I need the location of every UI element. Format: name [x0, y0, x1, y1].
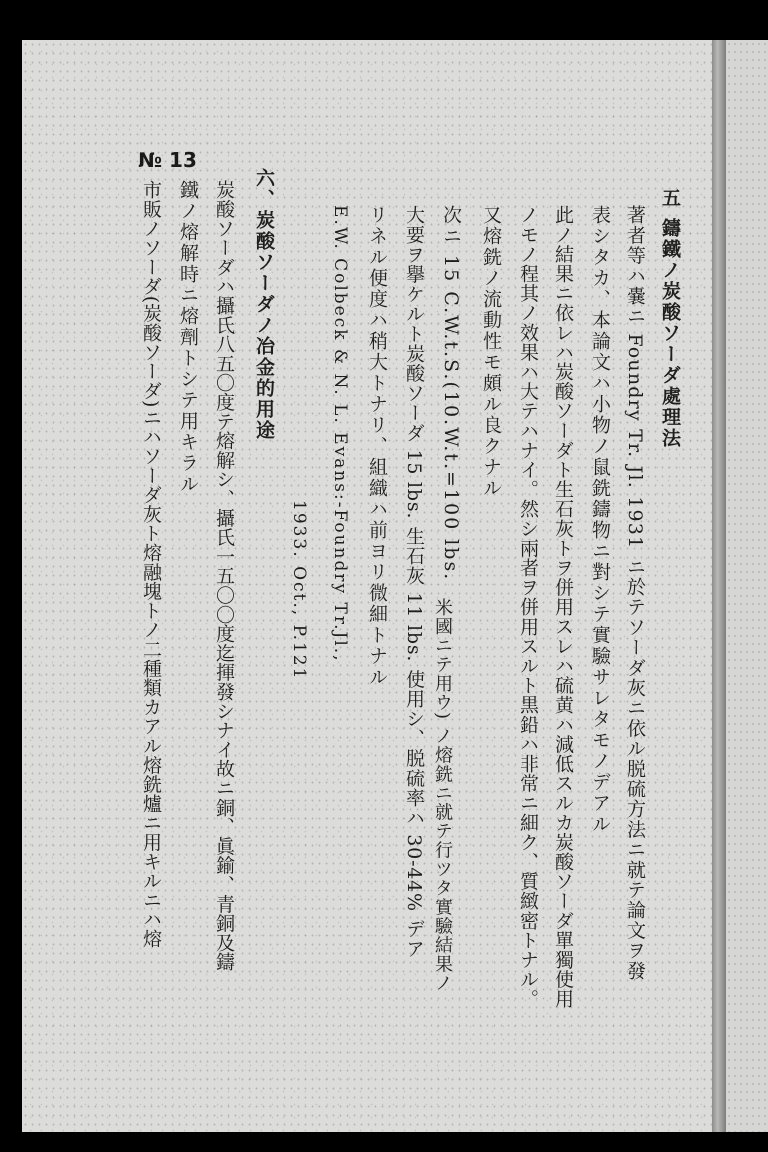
- text-column-7: 大要ヲ擧ケルト炭酸ソーダ 15 lbs. 生石灰 11 lbs. 使用シ、脱硫率ハ 30-44% デア: [403, 205, 425, 959]
- reference-date: 1933. Oct., P.121: [289, 500, 309, 681]
- reference-citation: E.W. Colbeck & N. L. Evans:-Foundry Tr.Jl.,: [330, 205, 350, 663]
- text-column-4: ノモノ程其ノ效果ハ大テハナイ。然シ兩者ヲ併用スルト黒鉛ハ非常ニ細ク、質緻密トナル。: [517, 205, 539, 1009]
- section-heading-6: 六、炭酸ソーダノ冶金的用途: [253, 168, 275, 441]
- text-column-6: 次ニ 15 C.W.t.S.(10.W.t.=100 lbs.: [440, 205, 462, 582]
- text-column-5: 又熔銑ノ流動性モ頗ル良クナル: [480, 205, 502, 499]
- text-column-11: 市販ノソーダ(炭酸ソーダ)ニハソーダ灰ト熔融塊トノ二種類カアル熔銑爐ニ用キルニハ熔: [140, 180, 162, 949]
- text-column-10: 鐵ノ熔解時ニ熔劑トシテ用キラル: [177, 180, 199, 495]
- text-column-3: 此ノ結果ニ依レハ炭酸ソーダト生石灰トヲ併用スレハ硫黄ハ減低スルカ炭酸ソーダ單獨使用: [552, 205, 574, 1009]
- adjacent-page-edge: [726, 40, 768, 1132]
- section-heading-5: 五 鑄鐵ノ炭酸ソーダ處理法: [659, 188, 681, 449]
- text-column-2: 表シタカ、本論文ハ小物ノ鼠銑鑄物ニ對シテ實驗サレタモノデアル: [589, 205, 611, 835]
- text-column-1: 著者等ハ嚢ニ Foundry Tr. Jl. 1931 ニ於テソーダ灰ニ依ル脱硫方法ニ就テ論文ヲ發: [624, 205, 646, 981]
- text-column-8: リネル便度ハ稍大トナリ、組織ハ前ヨリ微細トナル: [366, 205, 388, 688]
- page-number: № 13: [138, 148, 197, 172]
- book-spine: [712, 40, 726, 1132]
- inline-note: 米國ニテ用ウ) ノ熔銑ニ就テ行ツタ實驗結果ノ: [432, 598, 453, 993]
- text-column-9: 炭酸ソーダハ攝氏八五〇度テ熔解シ、攝氏一五〇〇度迄揮發シナイ故ニ銅、眞鍮、青銅及鑄: [213, 180, 235, 972]
